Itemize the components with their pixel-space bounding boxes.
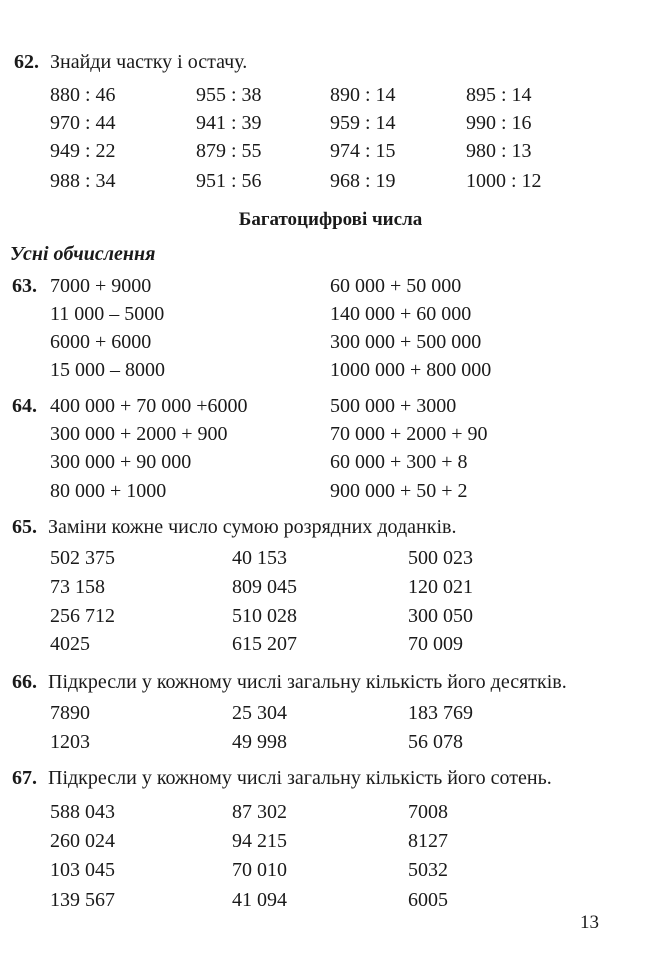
grid-cell: 11 000 – 5000 (50, 303, 165, 325)
exercise-number: 65. (12, 516, 37, 538)
grid-cell: 502 375 (50, 547, 115, 569)
exercise-65-header (12, 515, 456, 539)
grid-cell: 70 000 + 2000 + 90 (330, 423, 488, 445)
grid-cell: 139 567 (50, 889, 115, 911)
exercise-title: Підкресли у кожному числі загальну кількість його десятків. (48, 671, 567, 693)
grid-cell: 60 000 + 300 + 8 (330, 451, 468, 473)
section-title: Багатоцифрові числа (238, 209, 423, 230)
exercise-62-header (14, 50, 247, 74)
grid-cell: 1000 : 12 (466, 170, 542, 192)
grid-cell: 990 : 16 (466, 112, 532, 134)
grid-cell: 8127 (408, 830, 448, 852)
grid-cell: 80 000 + 1000 (50, 480, 167, 502)
exercise-number: 64. (12, 395, 37, 417)
exercise-title: Заміни кожне число сумою розрядних доданків. (48, 516, 457, 538)
grid-cell: 260 024 (50, 830, 115, 852)
grid-cell: 400 000 + 70 000 +6000 (50, 395, 248, 417)
grid-cell: 41 094 (232, 889, 287, 911)
grid-cell: 980 : 13 (466, 140, 532, 162)
grid-cell: 4025 (50, 633, 90, 655)
grid-cell: 955 : 38 (196, 84, 262, 106)
grid-cell: 183 769 (408, 702, 473, 724)
grid-cell: 25 304 (232, 702, 287, 724)
exercise-number: 62. (14, 51, 39, 73)
grid-cell: 56 078 (408, 731, 463, 753)
grid-cell: 1000 000 + 800 000 (330, 359, 492, 381)
exercise-67-header (12, 766, 552, 790)
grid-cell: 941 : 39 (196, 112, 262, 134)
grid-cell: 500 023 (408, 547, 473, 569)
page-number: 13 (580, 912, 599, 933)
grid-cell: 968 : 19 (330, 170, 396, 192)
grid-cell: 120 021 (408, 576, 473, 598)
exercise-title: Підкресли у кожному числі загальну кількість його сотень. (48, 767, 552, 789)
grid-cell: 6000 + 6000 (50, 331, 152, 353)
grid-cell: 970 : 44 (50, 112, 116, 134)
grid-cell: 40 153 (232, 547, 287, 569)
exercise-number: 67. (12, 767, 37, 789)
exercise-title: Знайди частку і остачу. (50, 51, 248, 73)
grid-cell: 73 158 (50, 576, 105, 598)
grid-cell: 7000 + 9000 (50, 275, 152, 297)
grid-cell: 60 000 + 50 000 (330, 275, 462, 297)
grid-cell: 988 : 34 (50, 170, 116, 192)
grid-cell: 87 302 (232, 801, 287, 823)
grid-cell: 5032 (408, 859, 448, 881)
grid-cell: 951 : 56 (196, 170, 262, 192)
grid-cell: 49 998 (232, 731, 287, 753)
grid-cell: 959 : 14 (330, 112, 396, 134)
grid-cell: 70 009 (408, 633, 463, 655)
grid-cell: 7008 (408, 801, 448, 823)
grid-cell: 588 043 (50, 801, 115, 823)
grid-cell: 890 : 14 (330, 84, 396, 106)
grid-cell: 880 : 46 (50, 84, 116, 106)
grid-cell: 949 : 22 (50, 140, 116, 162)
subsection-title: Усні обчислення (10, 243, 156, 265)
grid-cell: 974 : 15 (330, 140, 396, 162)
grid-cell: 256 712 (50, 605, 115, 627)
grid-cell: 300 050 (408, 605, 473, 627)
grid-cell: 1203 (50, 731, 90, 753)
grid-cell: 300 000 + 2000 + 900 (50, 423, 228, 445)
grid-cell: 300 000 + 90 000 (50, 451, 192, 473)
grid-cell: 94 215 (232, 830, 287, 852)
grid-cell: 510 028 (232, 605, 297, 627)
grid-cell: 7890 (50, 702, 90, 724)
grid-cell: 900 000 + 50 + 2 (330, 480, 468, 502)
grid-cell: 15 000 – 8000 (50, 359, 165, 381)
grid-cell: 6005 (408, 889, 448, 911)
grid-cell: 70 010 (232, 859, 287, 881)
exercise-66-header (12, 670, 567, 694)
grid-cell: 895 : 14 (466, 84, 532, 106)
grid-cell: 615 207 (232, 633, 297, 655)
grid-cell: 140 000 + 60 000 (330, 303, 472, 325)
grid-cell: 300 000 + 500 000 (330, 331, 482, 353)
grid-cell: 809 045 (232, 576, 297, 598)
grid-cell: 879 : 55 (196, 140, 262, 162)
grid-cell: 500 000 + 3000 (330, 395, 457, 417)
grid-cell: 103 045 (50, 859, 115, 881)
exercise-number: 63. (12, 275, 37, 297)
exercise-number: 66. (12, 671, 37, 693)
